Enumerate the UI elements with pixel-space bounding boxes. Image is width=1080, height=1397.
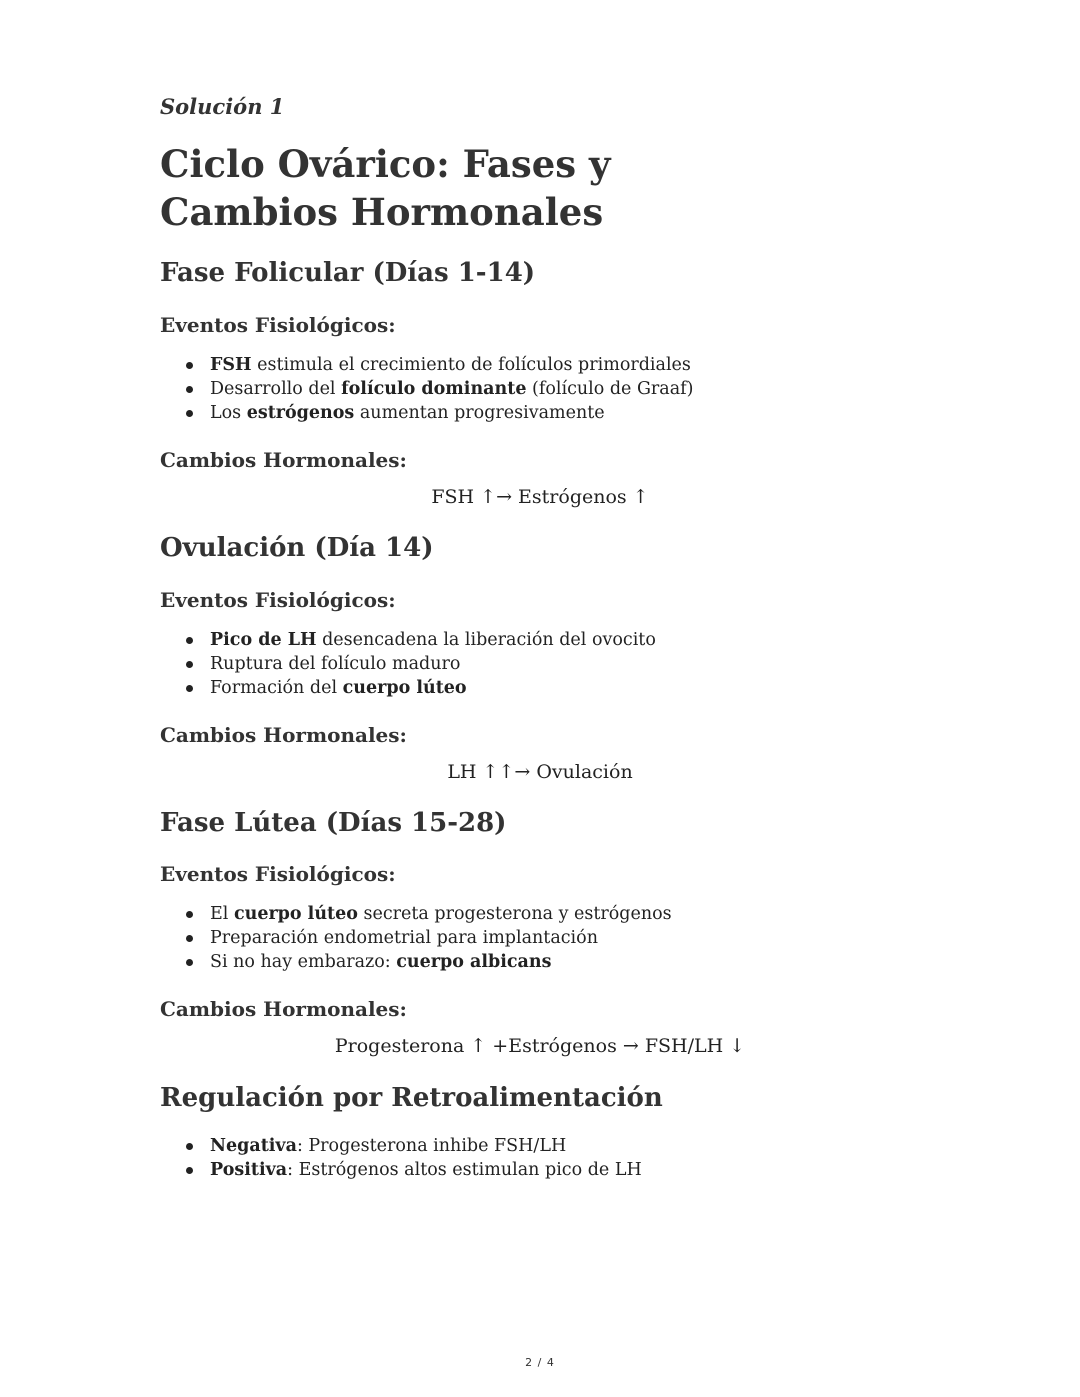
bullet-icon — [186, 362, 193, 369]
bullet-icon — [186, 935, 193, 942]
bullet-icon — [186, 911, 193, 918]
page-title: Ciclo Ovárico: Fases y Cambios Hormonales — [160, 142, 611, 234]
section-heading-luteal: Fase Lútea (Días 15-28) — [160, 808, 507, 838]
hormonal-heading-luteal: Cambios Hormonales: — [160, 997, 407, 1021]
section-heading-regulation: Regulación por Retroalimentación — [160, 1083, 663, 1113]
list-item: El cuerpo lúteo secreta progesterona y estrógenos — [160, 902, 672, 926]
bullet-icon — [186, 661, 193, 668]
formula-follicular: FSH ↑→ Estrógenos ↑ — [431, 486, 649, 508]
section-heading-ovulation: Ovulación (Día 14) — [160, 533, 434, 563]
list-item: Si no hay embarazo: cuerpo albicans — [160, 950, 672, 974]
formula-luteal: Progesterona ↑ +Estrógenos → FSH/LH ↓ — [334, 1035, 746, 1057]
bullet-icon — [186, 410, 193, 417]
list-item: Negativa: Progesterona inhibe FSH/LH — [160, 1134, 642, 1158]
solution-label: Solución 1 — [160, 94, 285, 119]
events-list-luteal — [160, 902, 672, 974]
bullet-icon — [186, 1167, 193, 1174]
bullet-icon — [186, 959, 193, 966]
bullet-icon — [186, 637, 193, 644]
regulation-list — [160, 1134, 642, 1182]
events-list-ovulation — [160, 628, 656, 700]
list-item: FSH estimula el crecimiento de folículos primordiales — [160, 353, 693, 377]
list-item: Pico de LH desencadena la liberación del ovocito — [160, 628, 656, 652]
list-item: Desarrollo del folículo dominante (folículo de Graaf) — [160, 377, 693, 401]
events-list-follicular — [160, 353, 693, 425]
events-heading-follicular: Eventos Fisiológicos: — [160, 313, 396, 337]
list-item: Positiva: Estrógenos altos estimulan pico de LH — [160, 1158, 642, 1182]
bullet-icon — [186, 1143, 193, 1150]
list-item: Ruptura del folículo maduro — [160, 652, 656, 676]
hormonal-heading-follicular: Cambios Hormonales: — [160, 448, 407, 472]
hormonal-heading-ovulation: Cambios Hormonales: — [160, 723, 407, 747]
section-heading-follicular: Fase Folicular (Días 1-14) — [160, 258, 536, 288]
list-item: Los estrógenos aumentan progresivamente — [160, 401, 693, 425]
formula-ovulation: LH ↑↑→ Ovulación — [447, 761, 633, 783]
list-item: Preparación endometrial para implantación — [160, 926, 672, 950]
page-number: 2 / 4 — [525, 1356, 555, 1369]
bullet-icon — [186, 386, 193, 393]
bullet-icon — [186, 685, 193, 692]
list-item: Formación del cuerpo lúteo — [160, 676, 656, 700]
events-heading-luteal: Eventos Fisiológicos: — [160, 862, 396, 886]
events-heading-ovulation: Eventos Fisiológicos: — [160, 588, 396, 612]
